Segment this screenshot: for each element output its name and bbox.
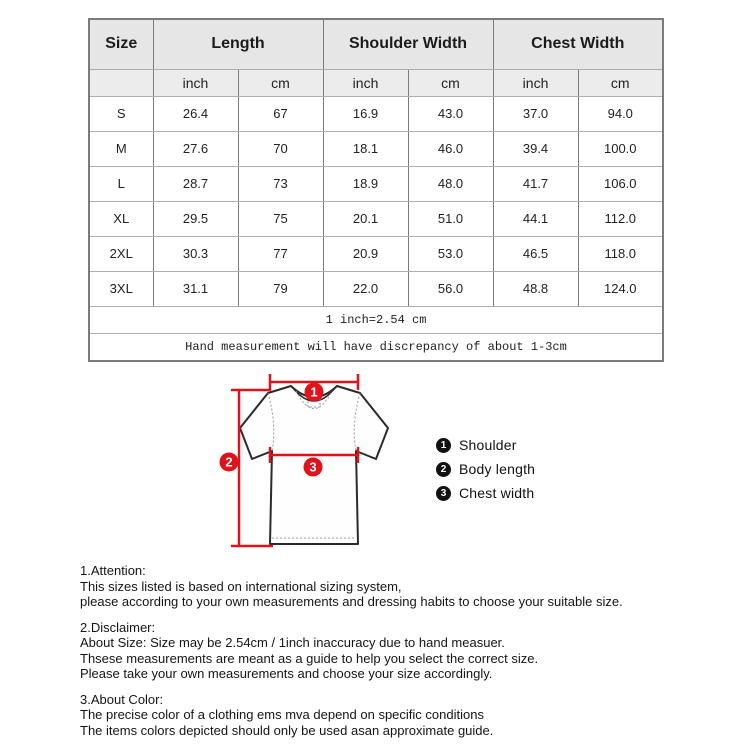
table-cell: 70 <box>238 131 323 166</box>
size-label: 3XL <box>89 271 153 306</box>
table-cell: 41.7 <box>493 166 578 201</box>
col-header-length: Length <box>153 19 323 69</box>
measure-badge-1 <box>305 383 324 402</box>
table-note-inch-cm <box>89 306 663 333</box>
table-cell: 56.0 <box>408 271 493 306</box>
note-line: This sizes listed is based on international sizing system, <box>80 578 402 594</box>
table-cell: 73 <box>238 166 323 201</box>
table-cell: 20.1 <box>323 201 408 236</box>
size-label: XL <box>89 201 153 236</box>
legend-bullet-2-icon: 2 <box>436 462 451 477</box>
svg-text:2: 2 <box>225 454 233 470</box>
legend-bullet-3-icon: 3 <box>436 486 451 501</box>
table-cell: 18.1 <box>323 131 408 166</box>
size-label: S <box>89 96 153 131</box>
size-label: M <box>89 131 153 166</box>
unit-header: inch <box>493 69 578 96</box>
col-header-chest-width: Chest Width <box>493 19 663 69</box>
table-cell: 31.1 <box>153 271 238 306</box>
size-table-container <box>88 18 662 362</box>
table-cell: 48.0 <box>408 166 493 201</box>
section-heading: 1.Attention: <box>80 563 146 578</box>
table-cell: 79 <box>238 271 323 306</box>
unit-header-empty <box>89 69 153 96</box>
table-cell: 27.6 <box>153 131 238 166</box>
table-note-hand-measurement <box>89 333 663 361</box>
svg-text:1: 1 <box>310 384 318 400</box>
hand-measurement-note: Hand measurement will have discrepancy of about 1-3cm <box>89 333 663 361</box>
legend-label-shoulder: Shoulder <box>459 437 517 453</box>
table-cell: 37.0 <box>493 96 578 131</box>
col-header-size: Size <box>89 19 153 69</box>
table-cell: 39.4 <box>493 131 578 166</box>
legend-bullet-1-icon: 1 <box>436 438 451 453</box>
table-cell: 51.0 <box>408 201 493 236</box>
table-cell: 30.3 <box>153 236 238 271</box>
table-cell: 22.0 <box>323 271 408 306</box>
table-row-s <box>89 96 663 131</box>
unit-header: cm <box>238 69 323 96</box>
legend-item-body-length <box>436 457 535 481</box>
note-line: please according to your own measurements and dressing habits to choose your suitable size. <box>80 594 623 609</box>
note-line: Thsese measurements are meant as a guide to help you select the correct size. <box>80 650 539 666</box>
table-row-l <box>89 166 663 201</box>
table-cell: 16.9 <box>323 96 408 131</box>
size-label: 2XL <box>89 236 153 271</box>
note-line: The precise color of a clothing ems mva depend on specific conditions <box>80 707 484 722</box>
table-cell: 106.0 <box>578 166 663 201</box>
table-cell: 112.0 <box>578 201 663 236</box>
section-heading: 3.About Color: <box>80 691 164 707</box>
measurement-legend <box>436 433 535 505</box>
table-cell: 77 <box>238 236 323 271</box>
table-cell: 100.0 <box>578 131 663 166</box>
notes-area <box>80 563 720 748</box>
legend-item-chest-width <box>436 481 535 505</box>
size-chart-table <box>88 18 664 362</box>
table-unit-row <box>89 69 663 96</box>
table-cell: 118.0 <box>578 236 663 271</box>
inch-conversion-note: 1 inch=2.54 cm <box>89 306 663 333</box>
measure-badge-2 <box>220 453 239 472</box>
svg-text:3: 3 <box>309 459 317 475</box>
table-cell: 124.0 <box>578 271 663 306</box>
table-cell: 67 <box>238 96 323 131</box>
table-row-3xl <box>89 271 663 306</box>
table-cell: 29.5 <box>153 201 238 236</box>
table-cell: 18.9 <box>323 166 408 201</box>
table-cell: 20.9 <box>323 236 408 271</box>
table-cell: 48.8 <box>493 271 578 306</box>
table-row-2xl <box>89 236 663 271</box>
tshirt-measurement-diagram <box>215 370 445 565</box>
table-cell: 26.4 <box>153 96 238 131</box>
table-cell: 75 <box>238 201 323 236</box>
unit-header: cm <box>408 69 493 96</box>
measure-badge-3 <box>304 458 323 477</box>
legend-item-shoulder <box>436 433 535 457</box>
table-cell: 46.5 <box>493 236 578 271</box>
table-cell: 94.0 <box>578 96 663 131</box>
section-disclaimer <box>80 620 720 682</box>
note-line: About Size: Size may be 2.54cm / 1inch inaccuracy due to hand measuer. <box>80 635 505 650</box>
table-header-row <box>89 19 663 69</box>
table-cell: 46.0 <box>408 131 493 166</box>
unit-header: inch <box>323 69 408 96</box>
section-attention <box>80 563 720 610</box>
unit-header: inch <box>153 69 238 96</box>
table-cell: 43.0 <box>408 96 493 131</box>
col-header-shoulder-width: Shoulder Width <box>323 19 493 69</box>
table-row-xl <box>89 201 663 236</box>
table-cell: 28.7 <box>153 166 238 201</box>
legend-label-chest-width: Chest width <box>459 485 535 501</box>
section-about-color <box>80 692 720 739</box>
section-heading: 2.Disclaimer: <box>80 619 156 635</box>
size-label: L <box>89 166 153 201</box>
note-line: The items colors depicted should only be used asan approximate guide. <box>80 722 494 738</box>
legend-label-body-length: Body length <box>459 461 536 477</box>
table-cell: 44.1 <box>493 201 578 236</box>
note-line: Please take your own measurements and choose your size accordingly. <box>80 666 493 681</box>
unit-header: cm <box>578 69 663 96</box>
table-cell: 53.0 <box>408 236 493 271</box>
table-row-m <box>89 131 663 166</box>
